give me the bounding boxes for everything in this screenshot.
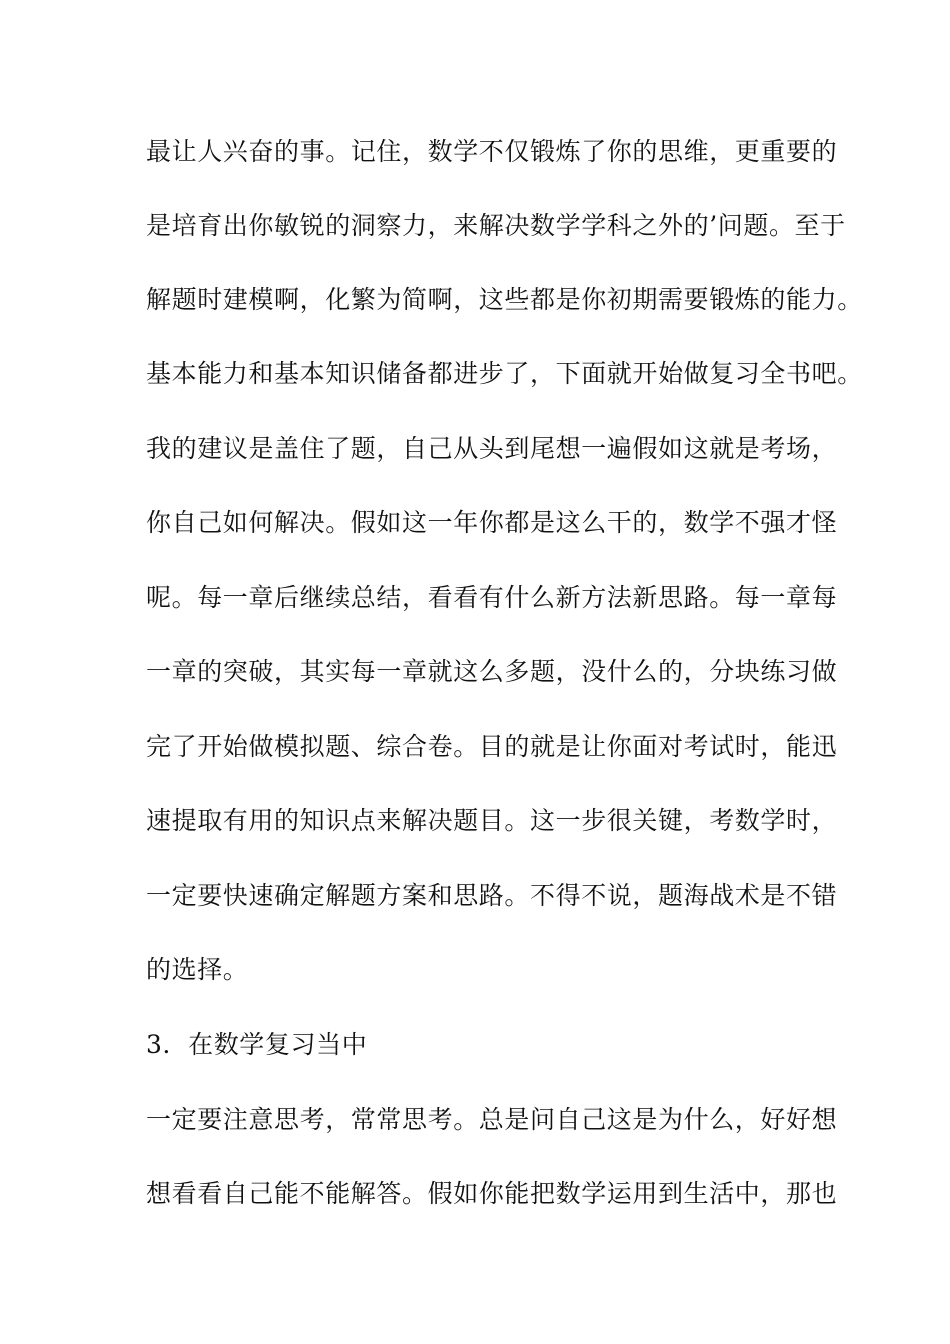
paragraph-line: 基本能力和基本知识储备都进步了，下面就开始做复习全书吧。 <box>146 359 863 388</box>
paragraph-line: 是培育出你敏锐的洞察力，来解决数学学科之外的’问题。至于 <box>146 211 846 240</box>
paragraph-line: 我的建议是盖住了题，自己从头到尾想一遍假如这就是考场， <box>146 434 838 463</box>
paragraph-line: 完了开始做模拟题、综合卷。目的就是让你面对考试时，能迅 <box>146 732 838 761</box>
paragraph-line: 一定要快速确定解题方案和思路。不得不说，题海战术是不错 <box>146 881 838 910</box>
paragraph-line: 呢。每一章后继续总结，看看有什么新方法新思路。每一章每 <box>146 583 838 612</box>
paragraph-line: 你自己如何解决。假如这一年你都是这么干的，数学不强才怪 <box>146 508 838 537</box>
paragraph-line: 速提取有用的知识点来解决题目。这一步很关键，考数学时， <box>146 806 838 835</box>
paragraph-line: 一章的突破，其实每一章就这么多题，没什么的，分块练习做 <box>146 657 838 686</box>
paragraph-line: 一定要注意思考，常常思考。总是问自己这是为什么，好好想 <box>146 1105 838 1134</box>
paragraph-line: 最让人兴奋的事。记住，数学不仅锻炼了你的思维，更重要的 <box>146 137 838 166</box>
section-heading: 3．在数学复习当中 <box>146 1030 368 1059</box>
paragraph-line: 的选择。 <box>146 955 249 984</box>
paragraph-line: 想看看自己能不能解答。假如你能把数学运用到生活中，那也 <box>146 1179 838 1208</box>
paragraph-line: 解题时建模啊，化繁为简啊，这些都是你初期需要锻炼的能力。 <box>146 285 863 314</box>
